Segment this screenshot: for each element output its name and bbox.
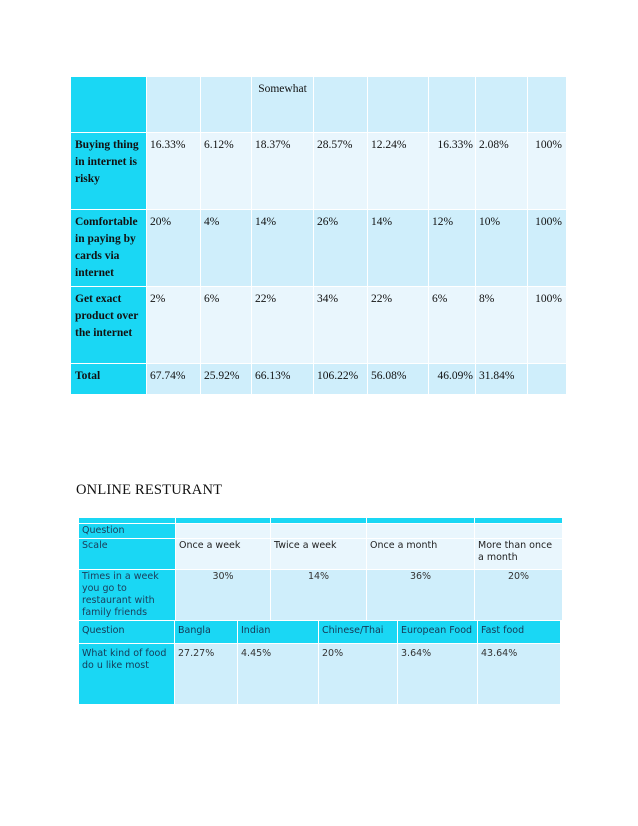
table-cell: 12% [429, 210, 476, 287]
table-cell: 2.08% [476, 133, 528, 210]
table-cell: Twice a week [271, 539, 367, 570]
food-preference-table [78, 620, 561, 705]
row-label: Total [71, 364, 147, 395]
scale-row [79, 539, 563, 570]
column-header: Chinese/Thai [319, 621, 398, 644]
table-cell: 100% [528, 133, 567, 210]
table-row [71, 287, 567, 364]
column-header: Fast food [478, 621, 561, 644]
table-cell: 27.27% [175, 644, 238, 705]
table-cell: 12.24% [368, 133, 429, 210]
table-cell: Once a week [176, 539, 271, 570]
table-cell: 26% [314, 210, 368, 287]
table-header-row [79, 621, 561, 644]
row-label: Buying thing in internet is risky [71, 133, 147, 210]
table-cell: 36% [367, 570, 475, 621]
table-cell: 4% [201, 210, 252, 287]
table-cell: 67.74% [147, 364, 201, 395]
table-cell: 2% [147, 287, 201, 364]
total-row [71, 364, 567, 395]
table-cell: 14% [252, 210, 314, 287]
question-label: Question [79, 621, 175, 644]
table-cell: 8% [476, 287, 528, 364]
header-somewhat: Somewhat [252, 77, 314, 133]
table-cell: 100% [528, 287, 567, 364]
table-cell: 56.08% [368, 364, 429, 395]
table-cell: 16.33% [147, 133, 201, 210]
table-cell: 20% [475, 570, 563, 621]
table-cell: 28.57% [314, 133, 368, 210]
table-cell: 22% [368, 287, 429, 364]
table-cell: More than once a month [475, 539, 563, 570]
table-cell: 14% [368, 210, 429, 287]
table-cell: 20% [147, 210, 201, 287]
table-cell: 6% [429, 287, 476, 364]
times-row [79, 570, 563, 621]
table-cell: 18.37% [252, 133, 314, 210]
row-label: Comfortable in paying by cards via internet [71, 210, 147, 287]
table-cell: 20% [319, 644, 398, 705]
table-row [79, 644, 561, 705]
table-cell: 46.09% [429, 364, 476, 395]
column-header: Indian [238, 621, 319, 644]
question-label: Question [79, 524, 176, 539]
table-cell: 14% [271, 570, 367, 621]
table-cell: 16.33% [429, 133, 476, 210]
column-header: European Food [398, 621, 478, 644]
table-cell: 6% [201, 287, 252, 364]
row-label: What kind of food do u like most [79, 644, 175, 705]
times-label: Times in a week you go to restaurant with family friends [79, 570, 176, 621]
table-row [71, 210, 567, 287]
table-cell: 4.45% [238, 644, 319, 705]
table-header-row [71, 77, 567, 133]
section-heading: ONLINE RESTURANT [76, 482, 223, 498]
table-cell: 106.22% [314, 364, 368, 395]
table-cell: 43.64% [478, 644, 561, 705]
table-row [71, 133, 567, 210]
table-cell: 10% [476, 210, 528, 287]
restaurant-frequency-table [78, 517, 563, 621]
survey-table [70, 76, 567, 395]
table-cell: 6.12% [201, 133, 252, 210]
table-cell: 66.13% [252, 364, 314, 395]
table-cell: 22% [252, 287, 314, 364]
table-cell: 25.92% [201, 364, 252, 395]
question-row [79, 524, 563, 539]
row-label: Get exact product over the internet [71, 287, 147, 364]
table-cell: 31.84% [476, 364, 528, 395]
table-cell: 30% [176, 570, 271, 621]
table-cell: Once a month [367, 539, 475, 570]
table-cell: 34% [314, 287, 368, 364]
column-header: Bangla [175, 621, 238, 644]
table-cell: 3.64% [398, 644, 478, 705]
table-cell [528, 364, 567, 395]
table-cell: 100% [528, 210, 567, 287]
scale-label: Scale [79, 539, 176, 570]
